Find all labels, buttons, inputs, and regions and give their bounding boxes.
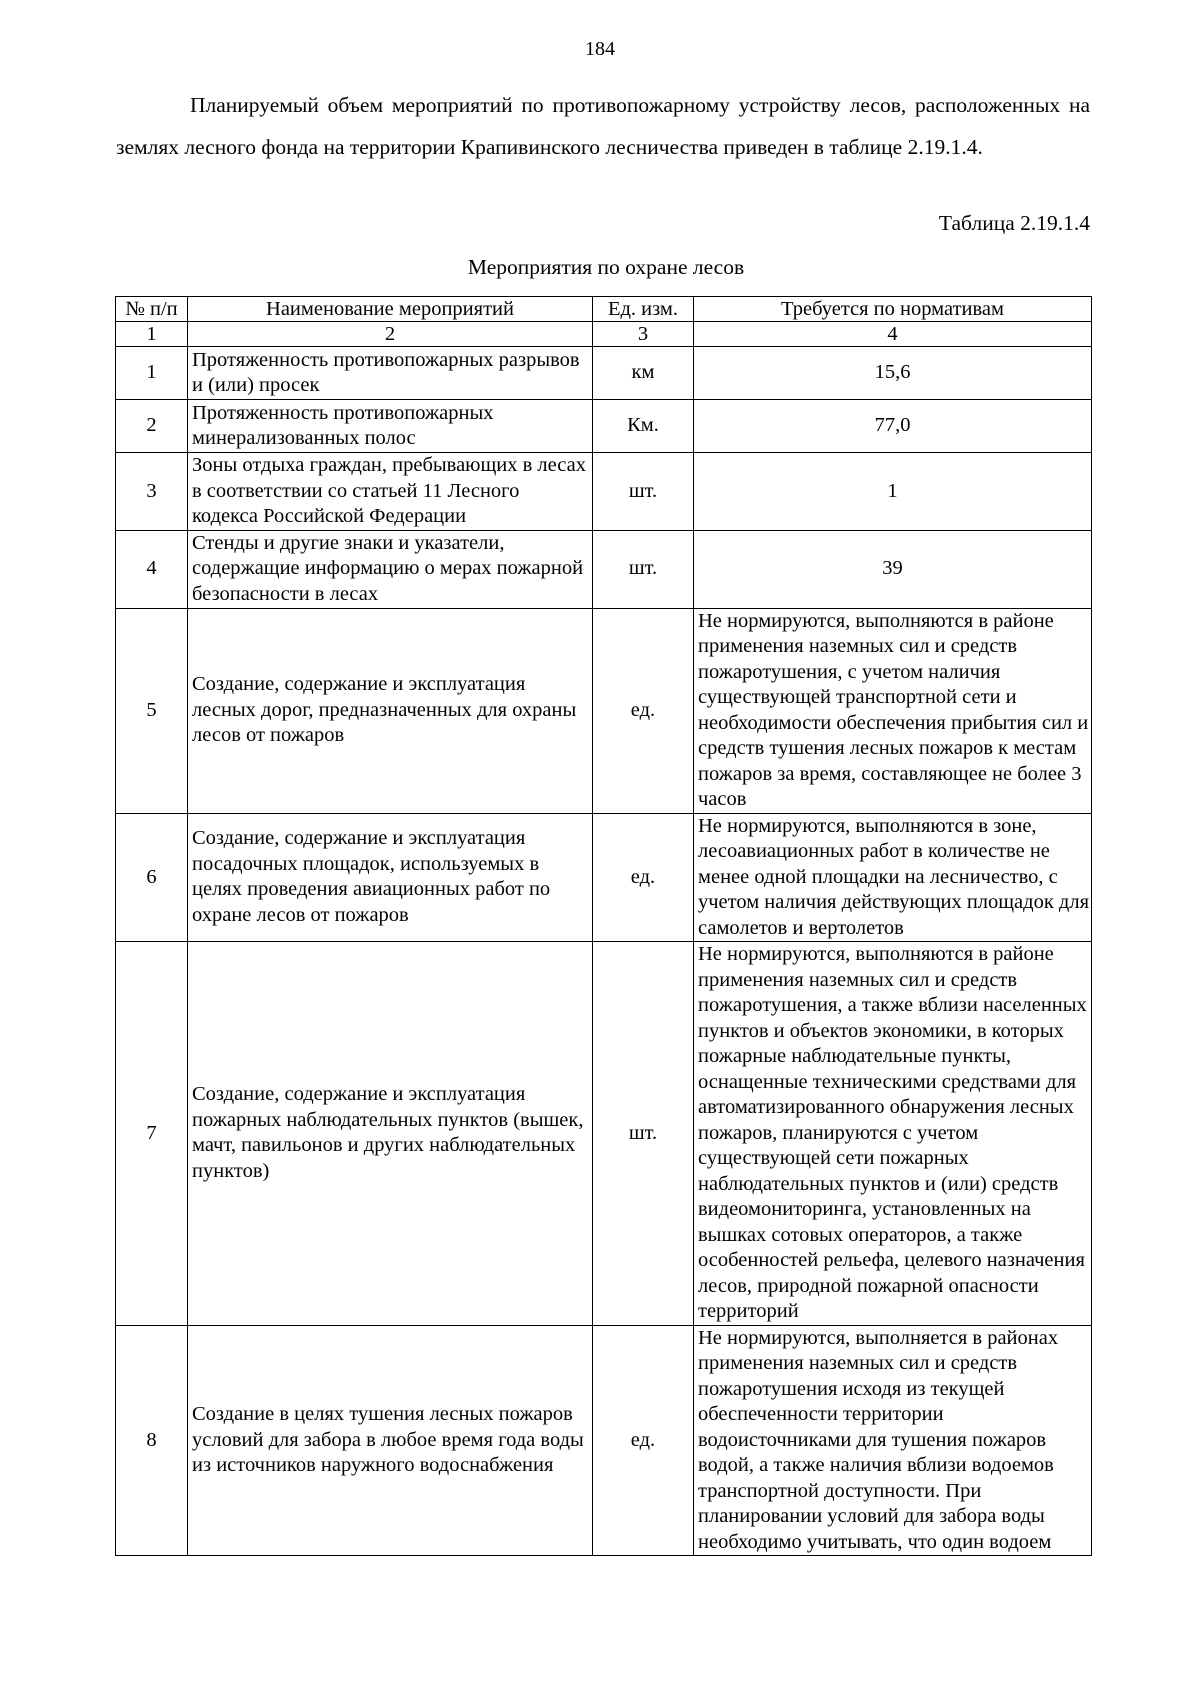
- page-number: 184: [585, 38, 615, 60]
- measure-unit: ед.: [593, 813, 694, 942]
- table-row: [116, 813, 1092, 942]
- header-requirement: Требуется по нормативам: [694, 297, 1092, 322]
- measure-unit: км: [593, 347, 694, 400]
- measure-requirement: Не нормируются, выполняется в районах применения наземных сил и средств пожаротушения исходя из текущей обеспеченности территории водоисточниками для тушения пожаров водой, а также наличия вблизи водоемов транспортной доступности. При планировании условий для забора воды необходимо учитывать, что один водоем: [694, 1325, 1092, 1556]
- measure-requirement: Не нормируются, выполняются в районе применения наземных сил и средств пожаротушения, с учетом наличия существующей транспортной сети и необходимости обеспечения прибытия сил и средств тушения лесных пожаров к местам пожаров за время, составляющее не более 3 часов: [694, 608, 1092, 813]
- measure-unit: ед.: [593, 608, 694, 813]
- table-column-number-row: [116, 322, 1092, 347]
- table-title: Мероприятия по охране лесов: [467, 255, 745, 279]
- column-number: 4: [694, 322, 1092, 347]
- row-number: 1: [116, 347, 188, 400]
- measure-name: Протяженность противопожарных разрывов и (или) просек: [188, 347, 593, 400]
- measure-requirement: 1: [694, 453, 1092, 531]
- table-row: [116, 1325, 1092, 1556]
- row-number: 2: [116, 400, 188, 453]
- table-row: [116, 608, 1092, 813]
- table-row: [116, 453, 1092, 531]
- column-number: 3: [593, 322, 694, 347]
- intro-paragraph: Планируемый объем мероприятий по противопожарному устройству лесов, расположенных на землях лесного фонда на территории Крапивинского лесничества приведен в таблице 2.19.1.4.: [116, 93, 1090, 159]
- measure-unit: шт.: [593, 530, 694, 608]
- header-num: № п/п: [116, 297, 188, 322]
- measure-name: Создание, содержание и эксплуатация посадочных площадок, используемых в целях проведения авиационных работ по охране лесов от пожаров: [188, 813, 593, 942]
- measure-requirement: Не нормируются, выполняются в районе применения наземных сил и средств пожаротушения, а также вблизи населенных пунктов и объектов экономики, в которых пожарные наблюдательные пункты, оснащенные техническими средствами для автоматизированного обнаружения лесных пожаров, планируются с учетом существующей сети пожарных наблюдательных пунктов и (или) средств видеомониторинга, установленных на вышках сотовых операторов, а также особенностей рельефа, целевого назначения лесов, природной пожарной опасности территорий: [694, 942, 1092, 1326]
- measure-unit: шт.: [593, 453, 694, 531]
- header-name: Наименование мероприятий: [188, 297, 593, 322]
- table-caption: Таблица 2.19.1.4: [938, 211, 1090, 235]
- table-row: [116, 347, 1092, 400]
- measure-name: Стенды и другие знаки и указатели, содержащие информацию о мерах пожарной безопасности в лесах: [188, 530, 593, 608]
- row-number: 8: [116, 1325, 188, 1556]
- row-number: 6: [116, 813, 188, 942]
- measures-table: [115, 296, 1092, 1556]
- measure-requirement: 77,0: [694, 400, 1092, 453]
- column-number: 1: [116, 322, 188, 347]
- measure-name: Протяженность противопожарных минерализованных полос: [188, 400, 593, 453]
- table-row: [116, 530, 1092, 608]
- row-number: 3: [116, 453, 188, 531]
- measure-requirement: Не нормируются, выполняются в зоне, лесоавиационных работ в количестве не менее одной площадки на лесничество, с учетом наличия действующих площадок для самолетов и вертолетов: [694, 813, 1092, 942]
- measure-name: Создание в целях тушения лесных пожаров условий для забора в любое время года воды из источников наружного водоснабжения: [188, 1325, 593, 1556]
- table-row: [116, 942, 1092, 1326]
- table-header-row: [116, 297, 1092, 322]
- measure-name: Создание, содержание и эксплуатация пожарных наблюдательных пунктов (вышек, мачт, павильонов и других наблюдательных пунктов): [188, 942, 593, 1326]
- header-unit: Ед. изм.: [593, 297, 694, 322]
- row-number: 7: [116, 942, 188, 1326]
- measure-unit: ед.: [593, 1325, 694, 1556]
- row-number: 5: [116, 608, 188, 813]
- measure-unit: Км.: [593, 400, 694, 453]
- measure-unit: шт.: [593, 942, 694, 1326]
- table-row: [116, 400, 1092, 453]
- measure-name: Создание, содержание и эксплуатация лесных дорог, предназначенных для охраны лесов от пожаров: [188, 608, 593, 813]
- column-number: 2: [188, 322, 593, 347]
- measure-requirement: 15,6: [694, 347, 1092, 400]
- row-number: 4: [116, 530, 188, 608]
- measure-requirement: 39: [694, 530, 1092, 608]
- measure-name: Зоны отдыха граждан, пребывающих в лесах в соответствии со статьей 11 Лесного кодекса Российской Федерации: [188, 453, 593, 531]
